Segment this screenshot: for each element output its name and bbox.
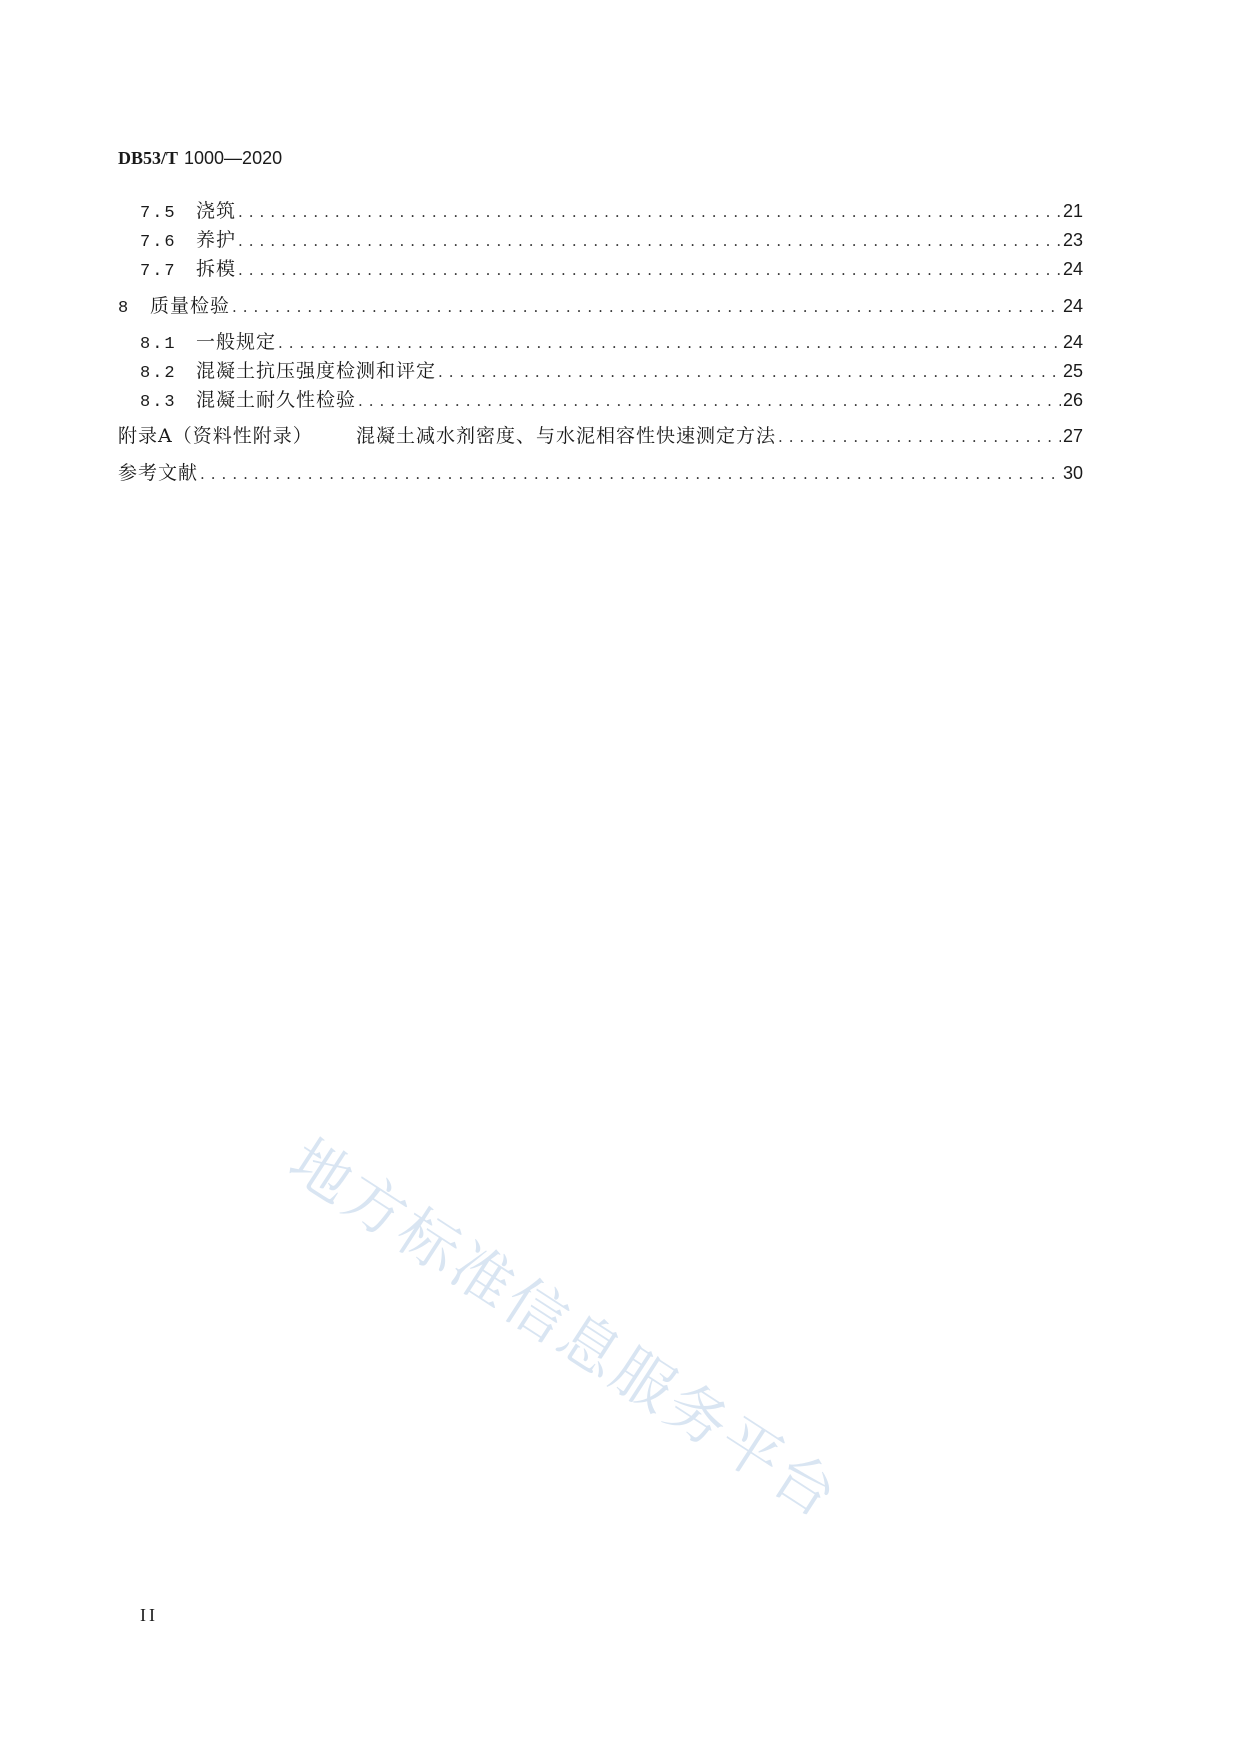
toc-entry-page: 27 bbox=[1062, 426, 1083, 446]
toc-entry-appendix-a[interactable] bbox=[118, 421, 1083, 449]
toc-leader-dots bbox=[238, 203, 1061, 221]
toc-entry-page: 26 bbox=[1062, 390, 1083, 410]
toc-entry-title: 混凝土抗压强度检测和评定 bbox=[196, 360, 437, 382]
toc-leader-dots bbox=[778, 428, 1061, 446]
toc-leader-dots bbox=[238, 232, 1061, 250]
toc-entry-number: 7.6 bbox=[140, 233, 177, 252]
toc-entry-page: 30 bbox=[1062, 463, 1083, 483]
toc-entry-page: 24 bbox=[1062, 296, 1083, 316]
toc-entry-title: 一般规定 bbox=[196, 331, 277, 353]
toc-leader-dots bbox=[238, 261, 1061, 279]
toc-entry-page: 23 bbox=[1062, 230, 1083, 250]
toc-leader-dots bbox=[232, 298, 1061, 316]
toc-entry-title: 浇筑 bbox=[196, 200, 237, 222]
toc-entry-7-6[interactable] bbox=[118, 225, 1083, 253]
toc-entry-page: 24 bbox=[1062, 259, 1083, 279]
toc-entry-number: 7.5 bbox=[140, 204, 177, 223]
toc-entry-title: 拆模 bbox=[196, 258, 237, 280]
watermark-text: 地方标准信息服务平台 bbox=[276, 1125, 852, 1534]
toc-entry-8[interactable] bbox=[118, 291, 1083, 319]
toc-entry-title: 质量检验 bbox=[150, 295, 231, 317]
toc-entry-page: 24 bbox=[1062, 332, 1083, 352]
toc-leader-dots bbox=[278, 334, 1061, 352]
toc-entry-number: 8 bbox=[118, 299, 131, 318]
toc-entry-7-7[interactable] bbox=[118, 254, 1083, 282]
toc-entry-number: 8.2 bbox=[140, 364, 177, 383]
toc-entry-title: 混凝土耐久性检验 bbox=[196, 389, 357, 411]
toc-entry-number: 8.1 bbox=[140, 335, 177, 354]
toc-entry-page: 21 bbox=[1062, 201, 1083, 221]
standard-code-number: 1000—2020 bbox=[184, 148, 283, 168]
toc-entry-references[interactable] bbox=[118, 458, 1083, 486]
toc-leader-dots bbox=[200, 465, 1061, 483]
toc-entry-8-2[interactable] bbox=[118, 356, 1083, 384]
toc-entry-title: 养护 bbox=[196, 229, 237, 251]
toc-entry-page: 25 bbox=[1062, 361, 1083, 381]
standard-code-prefix: DB53/T bbox=[118, 148, 179, 168]
standard-code bbox=[118, 148, 282, 169]
page-number: II bbox=[140, 1605, 158, 1625]
toc-entry-number: 附录A（资料性附录） bbox=[118, 425, 313, 447]
toc-entry-8-3[interactable] bbox=[118, 385, 1083, 413]
toc-entry-title: 混凝土减水剂密度、与水泥相容性快速测定方法 bbox=[356, 425, 777, 447]
toc-entry-title: 参考文献 bbox=[118, 462, 199, 484]
toc-leader-dots bbox=[438, 363, 1061, 381]
toc-leader-dots bbox=[358, 392, 1061, 410]
toc-entry-8-1[interactable] bbox=[118, 327, 1083, 355]
toc-entry-7-5[interactable] bbox=[118, 196, 1083, 224]
toc-entry-number: 8.3 bbox=[140, 393, 177, 412]
toc-entry-number: 7.7 bbox=[140, 262, 177, 281]
